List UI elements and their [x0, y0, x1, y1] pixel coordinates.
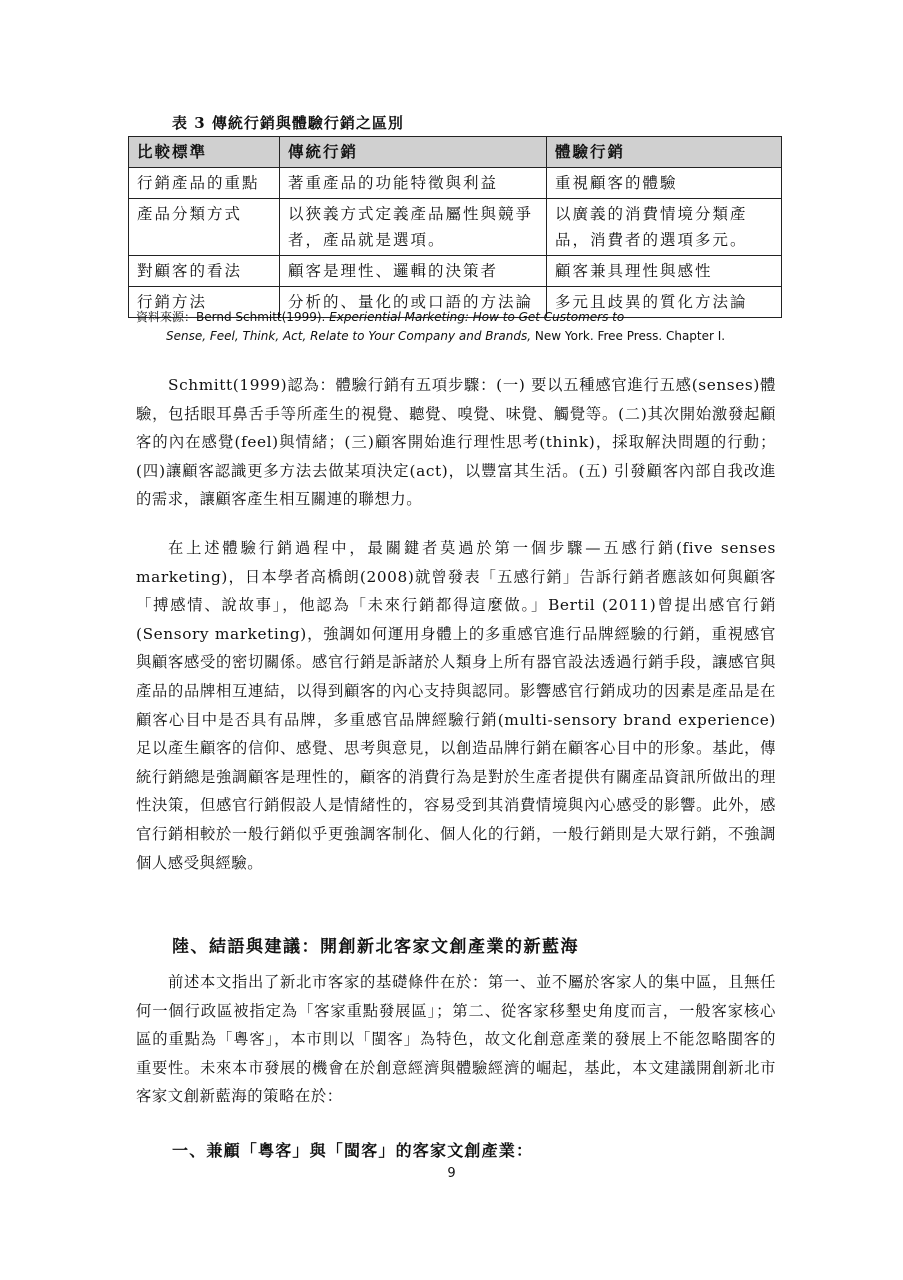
table-cell: 多元且歧異的質化方法論 — [547, 287, 782, 318]
header-experiential: 體驗行銷 — [547, 137, 782, 168]
table-header-row — [129, 137, 782, 168]
source-title-part2: Sense, Feel, Think, Act, Relate to Your Company and Brands, — [166, 329, 532, 343]
section-heading: 陸、結語與建議：開創新北客家文創產業的新藍海 — [172, 937, 579, 957]
table-row — [129, 168, 782, 199]
table-row — [129, 256, 782, 287]
table-cell: 以狹義方式定義產品屬性與競爭者，產品就是選項。 — [280, 199, 547, 256]
table-row — [129, 199, 782, 256]
table-cell: 著重產品的功能特徵與利益 — [280, 168, 547, 199]
source-title-part1: Experiential Marketing: How to Get Customers to — [329, 310, 625, 324]
table-cell: 分析的、量化的或口語的方法論 — [280, 287, 547, 318]
header-traditional: 傳統行銷 — [280, 137, 547, 168]
subsection-heading: 一、兼顧「粵客」與「閩客」的客家文創產業： — [172, 1141, 534, 1160]
table-caption: 表 3 傳統行銷與體驗行銷之區別 — [172, 114, 404, 132]
source-prefix: 資料來源：Bernd Schmitt(1999). — [136, 310, 330, 324]
table-cell: 行銷產品的重點 — [129, 168, 280, 199]
table-cell: 對顧客的看法 — [129, 256, 280, 287]
paragraph-conclusion: 前述本文指出了新北市客家的基礎條件在於：第一、並不屬於客家人的集中區，且無任何一個行政區被指定為「客家重點發展區」；第二、從客家移墾史角度而言，一般客家核心區的重點為「粵客」，本市則以「閩客」為特色，故文化創意產業的發展上不能忽略閩客的重要性。未來本市發展的機會在於創意經濟與體驗經濟的崛起，基此，本文建議開創新北市客家文創新藍海的策略在於： — [136, 973, 776, 1106]
table-cell: 產品分類方式 — [129, 199, 280, 256]
paragraph-schmitt-steps: Schmitt(1999)認為：體驗行銷有五項步驟：(一) 要以五種感官進行五感(senses)體驗，包括眼耳鼻舌手等所產生的視覺、聽覺、嗅覺、味覺、觸覺等。(二)其次開始激發起顧客的內在感覺(feel)與情緒；(三)顧客開始進行理性思考(think)，採取解決問題的行動；(四)讓顧客認識更多方法去做某項決定(act)，以豐富其生活。(五) 引發顧客內部自我改進的需求，讓顧客產生相互關連的聯想力。 — [136, 376, 776, 509]
page-number: 9 — [447, 1166, 456, 1181]
header-criteria: 比較標準 — [129, 137, 280, 168]
table-cell: 重視顧客的體驗 — [547, 168, 782, 199]
table-cell: 以廣義的消費情境分類產品，消費者的選項多元。 — [547, 199, 782, 256]
table-cell: 行銷方法 — [129, 287, 280, 318]
table-cell: 顧客兼具理性與感性 — [547, 256, 782, 287]
comparison-table — [128, 136, 782, 318]
source-suffix: New York. Free Press. Chapter I. — [531, 329, 726, 343]
paragraph-sensory-marketing: 在上述體驗行銷過程中，最關鍵者莫過於第一個步驟—五感行銷(five senses marketing)，日本學者高橋朗(2008)就曾發表「五感行銷」告訴行銷者應該如何與顧客「搏感情、說故事」，他認為「未來行銷都得這麼做。」Bertil (2011)曾提出感官行銷(Sensory marketing)，強調如何運用身體上的多重感官進行品牌經驗的行銷，重視感官與顧客感受的密切關係。感官行銷是訴諸於人類身上所有器官設法透過行銷手段，讓感官與產品的品牌相互連結，以得到顧客的內心支持與認同。影響感官行銷成功的因素是產品是在顧客心目中是否具有品牌，多重感官品牌經驗行銷(multi-sensory brand experience)足以產生顧客的信仰、感覺、思考與意見，以創造品牌行銷在顧客心目中的形象。基此，傳統行銷總是強調顧客是理性的，顧客的消費行為是對於生產者提供有關產品資訊所做出的理性決策，但感官行銷假設人是情緒性的，容易受到其消費情境與內心感受的影響。此外，感官行銷相較於一般行銷似乎更強調客制化、個人化的行銷，一般行銷則是大眾行銷，不強調個人感受與經驗。 — [136, 539, 776, 872]
table-cell: 顧客是理性、邏輯的決策者 — [280, 256, 547, 287]
table-source-note — [136, 308, 776, 346]
